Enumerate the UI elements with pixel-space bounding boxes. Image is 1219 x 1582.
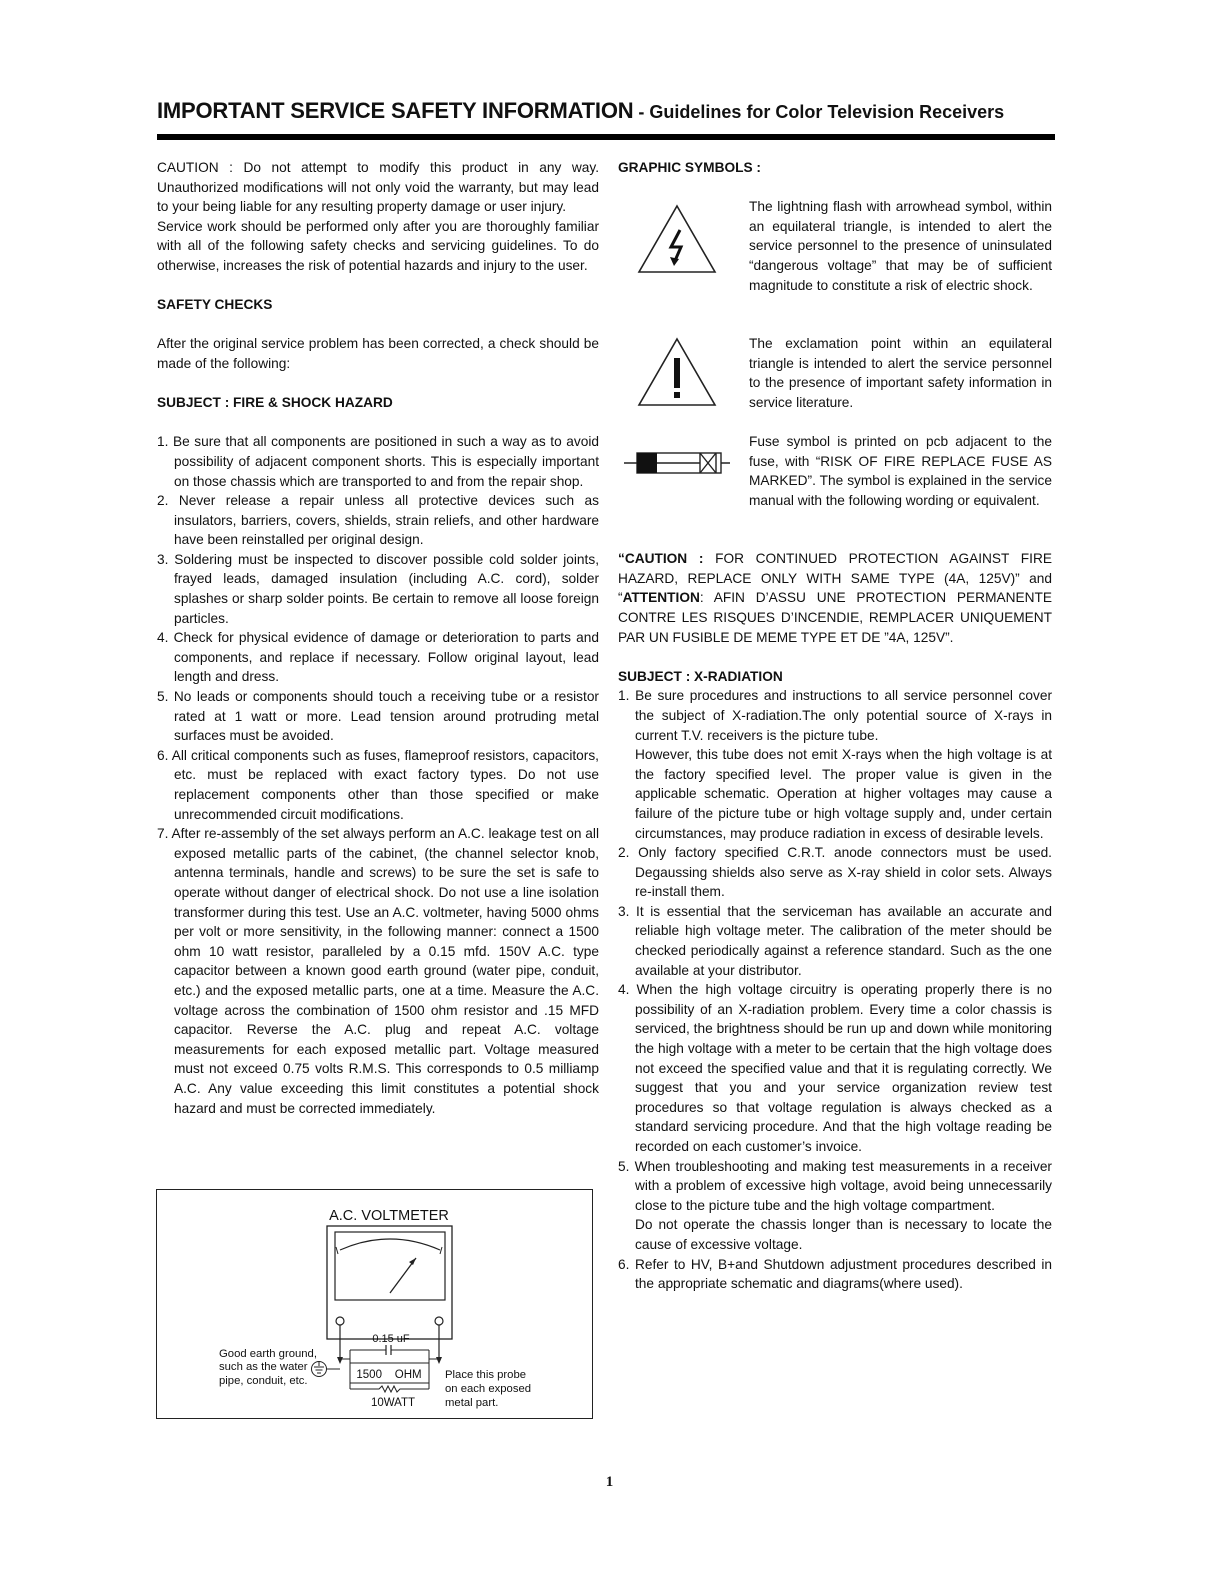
list-item [618, 902, 1052, 980]
capacitor-label: 0.15 uF [372, 1333, 410, 1345]
caution-open-quote: “ [618, 551, 625, 567]
list-item-text: 5. When troubleshooting and making test measurements in a receiver with a problem of excessive high voltage, avoid being unnecessarily close to the picture tube and the high voltage compartment. [618, 1158, 1052, 1213]
list-item-text: 3. It is essential that the serviceman has available an accurate and reliable high voltage meter. The calibration of the meter should be checked periodically against a reference standard. Such as the one available at your distributor. [618, 903, 1052, 978]
list-item: 3. Soldering must be inspected to discover possible cold solder joints, frayed leads, damaged insulation (including A.C. cord), solder splashes or sharp solder points. Be certain to remove all loose foreign particles. [157, 551, 599, 626]
caution-intro: CAUTION : Do not attempt to modify this product in any way. Unauthorized modifications will not only void the warranty, but may lead to your being liable for any resulting property damage or user injury. [157, 160, 599, 215]
attention-label: ATTENTION [622, 590, 700, 606]
list-item: 7. After re-assembly of the set always perform an A.C. leakage test on all exposed metallic parts of the cabinet, (the channel selector knob, antenna terminals, handle and screws) to be sure the set is safe to operate without danger of electrical shock. Do not use a line isolation transformer during this test. Use an A.C. voltmeter, having 5000 ohms per volt or more sensitivity, in the following manner: connect a 1500 ohm 10 watt resistor, paralleled by a 0.15 mfd. 150V A.C. type capacitor between a known good earth ground (water pipe, conduit, etc.) and the exposed metallic parts, one at a time. Measure the A.C. voltage across the combination of 1500 ohm resistor and .15 MFD capacitor. Reverse the A.C. plug and repeat A.C. voltage measurements for each exposed metallic part. Voltage measured must not exceed 0.75 volts R.M.S. This corresponds to 0.5 milliamp A.C. Any value exceeding this limit constitutes a potential shock hazard and must be corrected immediately. [157, 826, 599, 1116]
list-item [618, 1157, 1052, 1255]
ground-label-line2: such as the water [219, 1361, 308, 1373]
graphic-symbols-heading: GRAPHIC SYMBOLS : [618, 160, 761, 175]
lightning-triangle-icon [636, 203, 718, 275]
probe-label-line1: Place this probe [445, 1369, 527, 1381]
terminal-right [435, 1317, 443, 1325]
fuse-description: Fuse symbol is printed on pcb adjacent to the fuse, with “RISK OF FIRE REPLACE FUSE AS MARKED”. The symbol is explained in the service manual with the following wording or equivalent. [749, 434, 1052, 508]
wattage-label: 10WATT [370, 1397, 416, 1409]
meter-body [327, 1226, 452, 1339]
fuse-symbol-block [618, 432, 1052, 549]
list-item [618, 1255, 1052, 1294]
page-number: 1 [605, 1474, 614, 1490]
meter-scale [340, 1239, 440, 1250]
title-sub: - Guidelines for Color Television Receivers [633, 102, 1005, 122]
list-item-text: 4. When the high voltage circuitry is operating properly there is no possibility of an X-radiation problem. Every time a color chassis is serviced, the brightness should be run up and down while monitoring the high voltage with a meter to be certain that the high voltage does not exceed the specified value and that it is regulating correctly. We suggest that you and your service organization review test procedures so that voltage regulation is always checked as a standard servicing procedure. And that the high voltage reading be recorded on each customer’s invoice. [618, 982, 1052, 1154]
list-item: 6. All critical components such as fuses, flameproof resistors, capacitors, etc. must be replaced with exact factory types. Do not use replacement components other than those specified or make unrecommended circuit modifications. [157, 747, 599, 822]
attention-text: : AFIN D’ASSU UNE PROTECTION PERMANENTE CONTRE LES RISQUES D’INCENDIE, REMPLACER UNIQUEMENT PAR UN FUSIBLE DE MEME TYPE ET DE ”4A, 125V”. [618, 590, 1052, 645]
service-intro: Service work should be performed only after you are thoroughly familiar with all of the following safety checks and servicing guidelines. To do otherwise, increases the risk of potential hazards and injury to the user. [157, 218, 599, 273]
fire-shock-list [157, 432, 599, 1118]
caution-text: FOR CONTINUED PROTECTION AGAINST FIRE HAZARD, REPLACE ONLY WITH SAME TYPE (4A, 125V)” and “ [618, 551, 1052, 606]
list-item: 1. Be sure that all components are positioned in such a way as to avoid possibility of adjacent component shorts. This is especially important on those chassis which are transported to and from the repair shop. [157, 434, 599, 489]
list-item [618, 980, 1052, 1156]
probe-label-line3: metal part. [445, 1397, 499, 1409]
list-item-continuation: However, this tube does not emit X-rays when the high voltage is at the factory specified level. The proper value is given in the applicable schematic. Operation at higher voltages may cause a failure of the picture tube or high voltage supply and, under certain circumstances, may produce radiation in excess of desirable levels. [635, 747, 1052, 841]
lightning-description: The lightning flash with arrowhead symbol, within an equilateral triangle, is intended to alert the service personnel to the presence of uninsulated “dangerous voltage” that may be of sufficient magnitude to constitute a risk of electric shock. [749, 199, 1052, 293]
ground-label-line1: Good earth ground, [219, 1348, 317, 1360]
meter-window [335, 1232, 445, 1300]
resistor-symbol [350, 1386, 429, 1392]
title-rule [157, 134, 1055, 140]
exclamation-description: The exclamation point within an equilateral triangle is intended to alert the service personnel to the presence of important safety information in service literature. [749, 336, 1052, 410]
right-column [618, 158, 1052, 1294]
list-item-text: 1. Be sure procedures and instructions to all service personnel cover the subject of X-radiation.The only potential source of X-rays in current T.V. receivers is the picture tube. [618, 688, 1052, 743]
list-item-text: 2. Only factory specified C.R.T. anode connectors must be used. Degaussing shields also serve as X-ray shield in color sets. Always re-install them. [618, 845, 1052, 900]
ac-voltmeter-diagram [156, 1189, 593, 1419]
xray-list [618, 686, 1052, 1293]
safety-checks-heading: SAFETY CHECKS [157, 297, 273, 313]
xray-heading: SUBJECT : X-RADIATION [618, 668, 783, 684]
voltmeter-circuit [157, 1190, 592, 1418]
exclamation-triangle-icon [636, 336, 718, 408]
fire-shock-heading: SUBJECT : FIRE & SHOCK HAZARD [157, 395, 393, 411]
list-item [618, 843, 1052, 902]
ground-label-line3: pipe, conduit, etc. [219, 1375, 308, 1387]
list-item: 4. Check for physical evidence of damage or deterioration to parts and components, and replace if necessary. Follow original layout, lead length and dress. [157, 630, 599, 685]
caution-label: CAUTION : [624, 551, 704, 567]
voltmeter-title: A.C. VOLTMETER [329, 1208, 449, 1224]
list-item: 2. Never release a repair unless all protective devices such as insulators, barriers, covers, shields, strain reliefs, and other hardware have been reinstalled per original design. [157, 493, 599, 548]
left-column [157, 158, 599, 1118]
resistor-label: 1500 OHM [356, 1369, 422, 1381]
list-item: 5. No leads or components should touch a receiving tube or a resistor rated at 1 watt or more. Lead tension around protruding metal surfaces must be avoided. [157, 689, 599, 744]
exclamation-symbol-block [618, 334, 1052, 432]
safety-checks-intro: After the original service problem has been corrected, a check should be made of the following: [157, 336, 599, 371]
probe-label-line2: on each exposed [445, 1383, 532, 1395]
fuse-icon [624, 451, 730, 475]
caution-attention-paragraph [618, 549, 1052, 647]
list-item-text: 6. Refer to HV, B+and Shutdown adjustment procedures described in the appropriate schematic and diagrams(where used). [618, 1256, 1052, 1292]
lightning-symbol-block [618, 197, 1052, 334]
list-item [618, 686, 1052, 843]
list-item-continuation: Do not operate the chassis longer than is necessary to locate the cause of excessive voltage. [635, 1217, 1052, 1252]
title-main: IMPORTANT SERVICE SAFETY INFORMATION [157, 98, 634, 123]
terminal-left [336, 1317, 344, 1325]
page-title [157, 98, 1057, 124]
